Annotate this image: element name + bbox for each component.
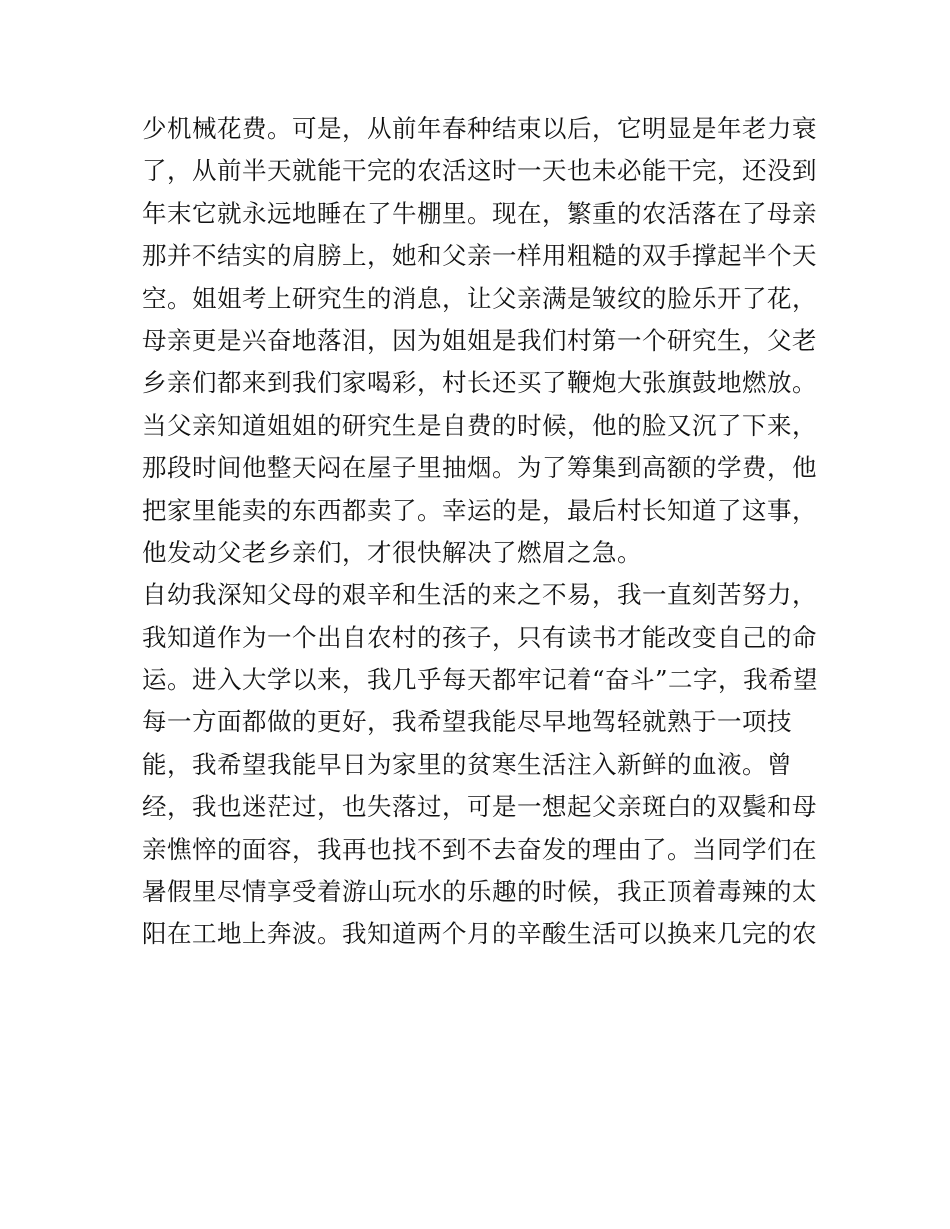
text-line: 少机械花费。可是，从前年春种结束以后，它明显是年老力衰: [142, 114, 817, 143]
text-line: 阳在工地上奔波。我知道两个月的辛酸生活可以换来几完的农: [142, 919, 817, 949]
text-line: 运。进入大学以来，我几乎每天都牢记着“奋斗”二字，我希望: [142, 665, 819, 695]
text-line: 把家里能卖的东西都卖了。幸运的是，最后村长知道了这事，: [142, 495, 817, 525]
body-text: [142, 108, 822, 956]
text-line: 能，我希望我能早日为家里的贫寒生活注入新鲜的血液。曾: [142, 749, 792, 779]
text-line: 那并不结实的肩膀上，她和父亲一样用粗糙的双手撑起半个天: [142, 241, 817, 271]
text-line: 每一方面都做的更好，我希望我能尽早地驾轻就熟于一项技: [142, 707, 792, 737]
text-line: 空。姐姐考上研究生的消息，让父亲满是皱纹的脸乐开了花，: [142, 283, 817, 313]
text-line: 亲憔悴的面容，我再也找不到不去奋发的理由了。当同学们在: [142, 834, 817, 864]
text-line: 了，从前半天就能干完的农活这时一天也未必能干完，还没到: [142, 156, 817, 186]
text-line: 年末它就永远地睡在了牛棚里。现在，繁重的农活落在了母亲: [142, 198, 817, 228]
text-line: 经，我也迷茫过，也失落过，可是一想起父亲斑白的双鬓和母: [142, 792, 817, 822]
text-line: 我知道作为一个出自农村的孩子，只有读书才能改变自己的命: [142, 622, 817, 652]
text-line: 暑假里尽情享受着游山玩水的乐趣的时候，我正顶着毒辣的太: [142, 877, 817, 907]
text-line: 母亲更是兴奋地落泪，因为姐姐是我们村第一个研究生，父老: [142, 325, 817, 355]
text-line: 自幼我深知父母的艰辛和生活的来之不易，我一直刻苦努力，: [142, 580, 817, 610]
text-line: 他发动父老乡亲们，才很快解决了燃眉之急。: [142, 537, 642, 567]
text-line: 当父亲知道姐姐的研究生是自费的时候，他的脸又沉了下来，: [142, 410, 817, 440]
text-line: 乡亲们都来到我们家喝彩，村长还买了鞭炮大张旗鼓地燃放。: [142, 368, 817, 398]
text-line: 那段时间他整天闷在屋子里抽烟。为了筹集到高额的学费，他: [142, 453, 817, 483]
